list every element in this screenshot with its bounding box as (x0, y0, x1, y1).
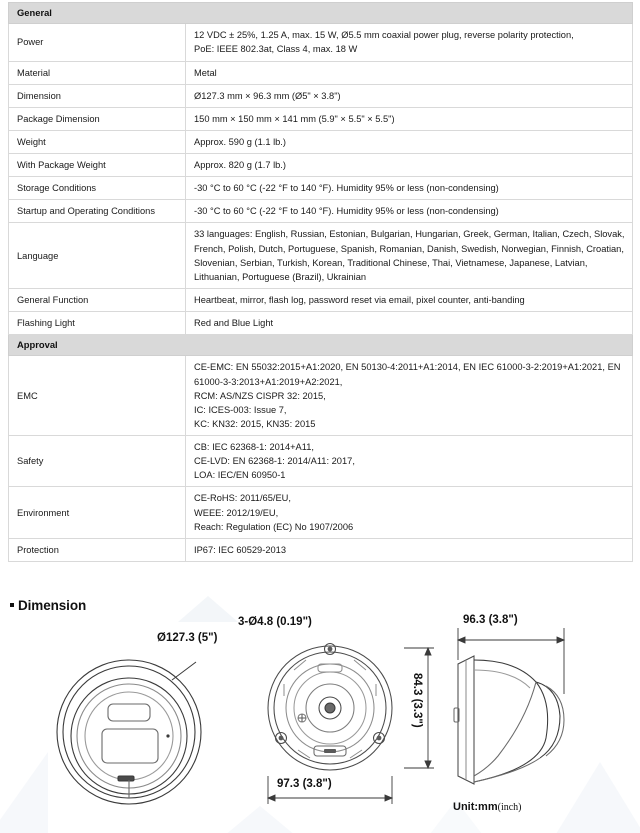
spec-value-line: PoE: IEEE 802.3at, Class 4, max. 18 W (194, 44, 358, 55)
side-depth-callout: 96.3 (3.8") (460, 614, 521, 626)
spec-label: EMC (9, 356, 186, 436)
spec-value (186, 130, 633, 153)
spec-label: With Package Weight (9, 154, 186, 177)
table-row (9, 288, 633, 311)
side-view-drawing (440, 616, 620, 796)
spec-label: General Function (9, 288, 186, 311)
table-row (9, 177, 633, 200)
table-row (9, 107, 633, 130)
dimension-drawings (0, 614, 640, 833)
spec-label: Dimension (9, 84, 186, 107)
table-row (9, 200, 633, 223)
table-row (9, 24, 633, 61)
spec-value-line: RCM: AS/NZS CISPR 32: 2015, (194, 390, 326, 401)
table-row (9, 154, 633, 177)
section-header-label: Approval (9, 335, 633, 356)
table-row (9, 436, 633, 487)
spec-label: Environment (9, 487, 186, 538)
section-header-row (9, 335, 633, 356)
spec-value (186, 356, 633, 436)
section-header-row (9, 3, 633, 24)
section-header-label: General (9, 3, 633, 24)
spec-label: Power (9, 24, 186, 61)
spec-value-line: KC: KN32: 2015, KN35: 2015 (194, 418, 316, 429)
spec-value-line: IC: ICES-003: Issue 7, (194, 404, 287, 415)
bullet-marker (10, 603, 14, 607)
spec-value-line: -30 °C to 60 °C (-22 °F to 140 °F). Humidity 95% or less (non-condensing) (194, 183, 499, 194)
spec-value-line: Metal (194, 67, 217, 78)
rear-width-callout: 97.3 (3.8") (274, 778, 335, 790)
screw-holes-callout: 3-Ø4.8 (0.19") (238, 616, 312, 628)
spec-value-line: Approx. 590 g (1.1 lb.) (194, 136, 286, 147)
spec-value (186, 84, 633, 107)
spec-label: Storage Conditions (9, 177, 186, 200)
spec-value (186, 487, 633, 538)
front-diameter-callout: Ø127.3 (5") (157, 632, 218, 644)
spec-value-line: 12 VDC ± 25%, 1.25 A, max. 15 W, Ø5.5 mm coaxial power plug, reverse polarity protection, (194, 30, 574, 41)
spec-value (186, 538, 633, 561)
spec-value-line: 33 languages: English, Russian, Estonian, Bulgarian, Hungarian, Greek, German, Italian, Czech, Slovak, French, Polish, Dutch, Portuguese, Spanish, Romanian, Danish, Swedish, Norwegian, Finnish, Croatian, Slovenian, Serbian, Turkish, Korean, Traditional Chinese, Thai, Vietnamese, Japanese, Latvian, Lithuanian, Portuguese (Brazil), Ukrainian (194, 229, 625, 282)
unit-note-label: Unit:mm (453, 801, 498, 813)
spec-label: Flashing Light (9, 312, 186, 335)
table-row (9, 356, 633, 436)
spec-value-line: Heartbeat, mirror, flash log, password reset via email, pixel counter, anti-banding (194, 294, 525, 305)
spec-value (186, 436, 633, 487)
spec-value-line: CE-RoHS: 2011/65/EU, (194, 493, 291, 504)
spec-label: Package Dimension (9, 107, 186, 130)
spec-value (186, 223, 633, 289)
spec-value (186, 24, 633, 61)
table-row (9, 84, 633, 107)
spec-value-line: CE-LVD: EN 62368-1: 2014/A11: 2017, (194, 456, 355, 467)
table-row (9, 61, 633, 84)
front-view-drawing (46, 632, 256, 817)
rear-height-callout: 84.3 (3.3") (411, 670, 423, 731)
unit-note (453, 801, 522, 813)
spec-value-line: 150 mm × 150 mm × 141 mm (5.9" × 5.5" × 5.5") (194, 113, 395, 124)
unit-note-paren: (inch) (497, 802, 522, 813)
table-row (9, 130, 633, 153)
spec-value-line: Red and Blue Light (194, 318, 274, 329)
table-row (9, 538, 633, 561)
spec-value-line: CE-EMC: EN 55032:2015+A1:2020, EN 50130-4:2011+A1:2014, EN IEC 61000-3-2:2019+A1:2021, EN 61000-3-3:2013+A1:2019+A2:2021, (194, 362, 621, 387)
spec-value-line: CB: IEC 62368-1: 2014+A11, (194, 442, 314, 453)
spec-value-line: -30 °C to 60 °C (-22 °F to 140 °F). Humidity 95% or less (non-condensing) (194, 206, 499, 217)
spec-value (186, 177, 633, 200)
table-row (9, 487, 633, 538)
dimension-section-heading (10, 598, 86, 613)
specification-table (8, 2, 633, 562)
spec-value (186, 288, 633, 311)
spec-value-line: Ø127.3 mm × 96.3 mm (Ø5" × 3.8") (194, 90, 341, 101)
spec-value (186, 61, 633, 84)
spec-label: Material (9, 61, 186, 84)
spec-value-line: IP67: IEC 60529-2013 (194, 544, 287, 555)
spec-label: Startup and Operating Conditions (9, 200, 186, 223)
table-row (9, 223, 633, 289)
spec-value (186, 312, 633, 335)
spec-label: Protection (9, 538, 186, 561)
spec-value (186, 200, 633, 223)
rear-view-drawing (238, 616, 454, 826)
spec-value (186, 154, 633, 177)
dimension-heading-label: Dimension (18, 598, 87, 613)
spec-value-line: WEEE: 2012/19/EU, (194, 507, 279, 518)
spec-label: Safety (9, 436, 186, 487)
spec-label: Weight (9, 130, 186, 153)
table-row (9, 312, 633, 335)
spec-label: Language (9, 223, 186, 289)
spec-value-line: Reach: Regulation (EC) No 1907/2006 (194, 521, 354, 532)
spec-value-line: Approx. 820 g (1.7 lb.) (194, 160, 286, 171)
spec-value-line: LOA: IEC/EN 60950-1 (194, 470, 286, 481)
spec-value (186, 107, 633, 130)
